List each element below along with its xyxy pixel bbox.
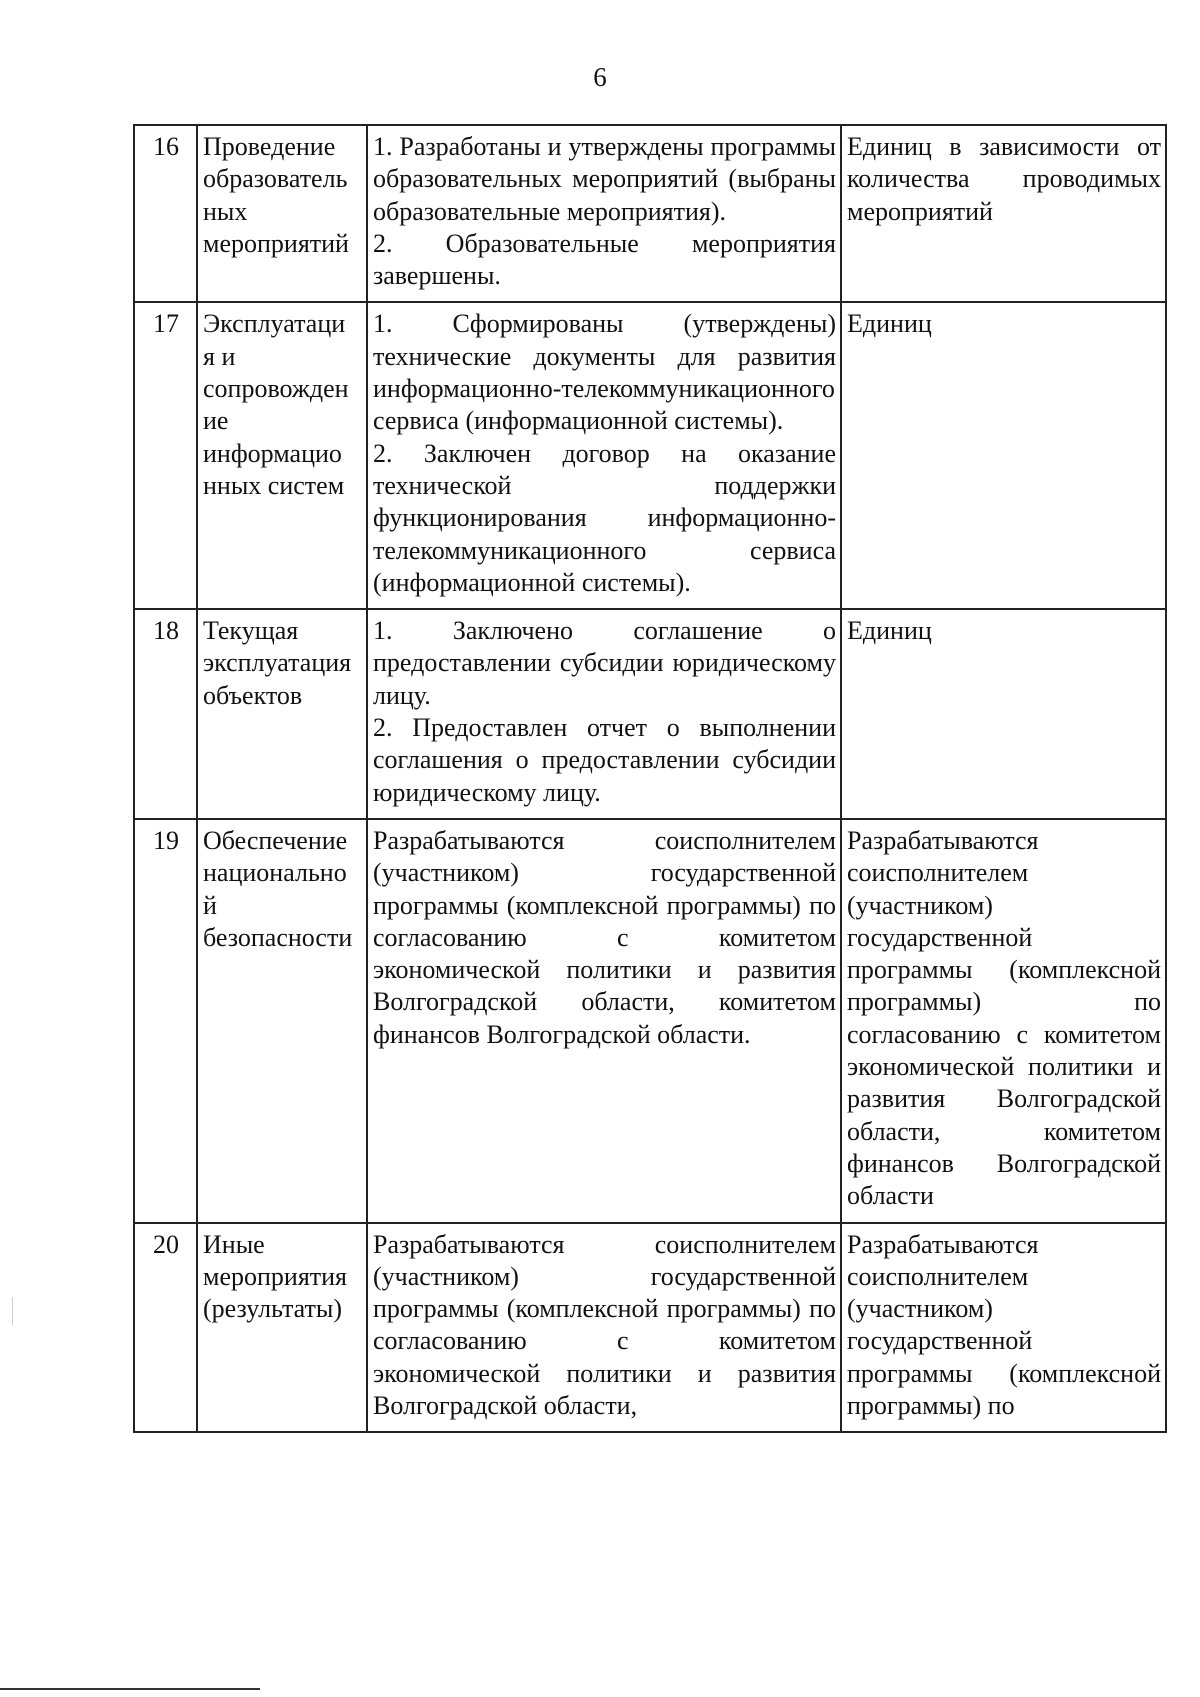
table-row [134,125,1166,302]
page-number: 6 [593,62,607,92]
result-item: 1. Разработаны и утверждены программы образовательных мероприятий (выбраны образовательные мероприятия). [373,132,836,226]
measurement-unit: Разрабатываются соисполнителем (участником) государственной программы (комплексной программы) по согласованию с комитетом экономической политики и развития Волгоградской области, комитетом финансов Волгоградской области [841,819,1166,1223]
table-row [134,609,1166,819]
result-item: 2. Предоставлен отчет о выполнении соглашения о предоставлении субсидии юридическому лицу. [373,713,836,807]
row-number: 18 [134,609,197,819]
activity-results [367,125,841,302]
scan-artifact [12,1297,13,1325]
row-number: 16 [134,125,197,302]
result-item: 2. Образовательные мероприятия завершены. [373,228,836,291]
activity-results [367,819,841,1223]
result-item: 2. Заключен договор на оказание технической поддержки функционирования информационно-телекоммуникационного сервиса (информационной системы). [373,438,836,597]
measurement-unit: Разрабатываются соисполнителем (участником) государственной программы (комплексной программы) по [841,1223,1166,1433]
measurement-unit: Единиц [841,302,1166,609]
activity-name: Обеспечение национально й безопасности [197,819,367,1223]
activity-results [367,1223,841,1433]
result-item: Разрабатываются соисполнителем (участником) государственной программы (комплексной программы) по согласованию с комитетом экономической политики и развития Волгоградской области, [373,1229,836,1420]
activity-name: Текущая эксплуатация объектов [197,609,367,819]
table-row [134,819,1166,1223]
measurement-unit: Единиц в зависимости от количества проводимых мероприятий [841,125,1166,302]
table-row [134,1223,1166,1433]
activity-results [367,302,841,609]
activities-table [133,124,1167,1433]
row-number: 17 [134,302,197,609]
table-row [134,302,1166,609]
activity-name: Иные мероприятия (результаты) [197,1223,367,1433]
activity-name: Проведение образователь ных мероприятий [197,125,367,302]
result-item: 1. Заключено соглашение о предоставлении субсидии юридическому лицу. [373,616,836,710]
measurement-unit: Единиц [841,609,1166,819]
footnote-rule [0,1688,260,1690]
row-number: 19 [134,819,197,1223]
activity-results [367,609,841,819]
row-number: 20 [134,1223,197,1433]
result-item: 1. Сформированы (утверждены) технические документы для развития информационно-телекоммуникационного сервиса (информационной системы). [373,309,836,436]
result-item: Разрабатываются соисполнителем (участником) государственной программы (комплексной программы) по согласованию с комитетом экономической политики и развития Волгоградской области, комитетом финансов Волгоградской области. [373,825,836,1049]
activity-name: Эксплуатаци я и сопровожден ие информацио нных систем [197,302,367,609]
